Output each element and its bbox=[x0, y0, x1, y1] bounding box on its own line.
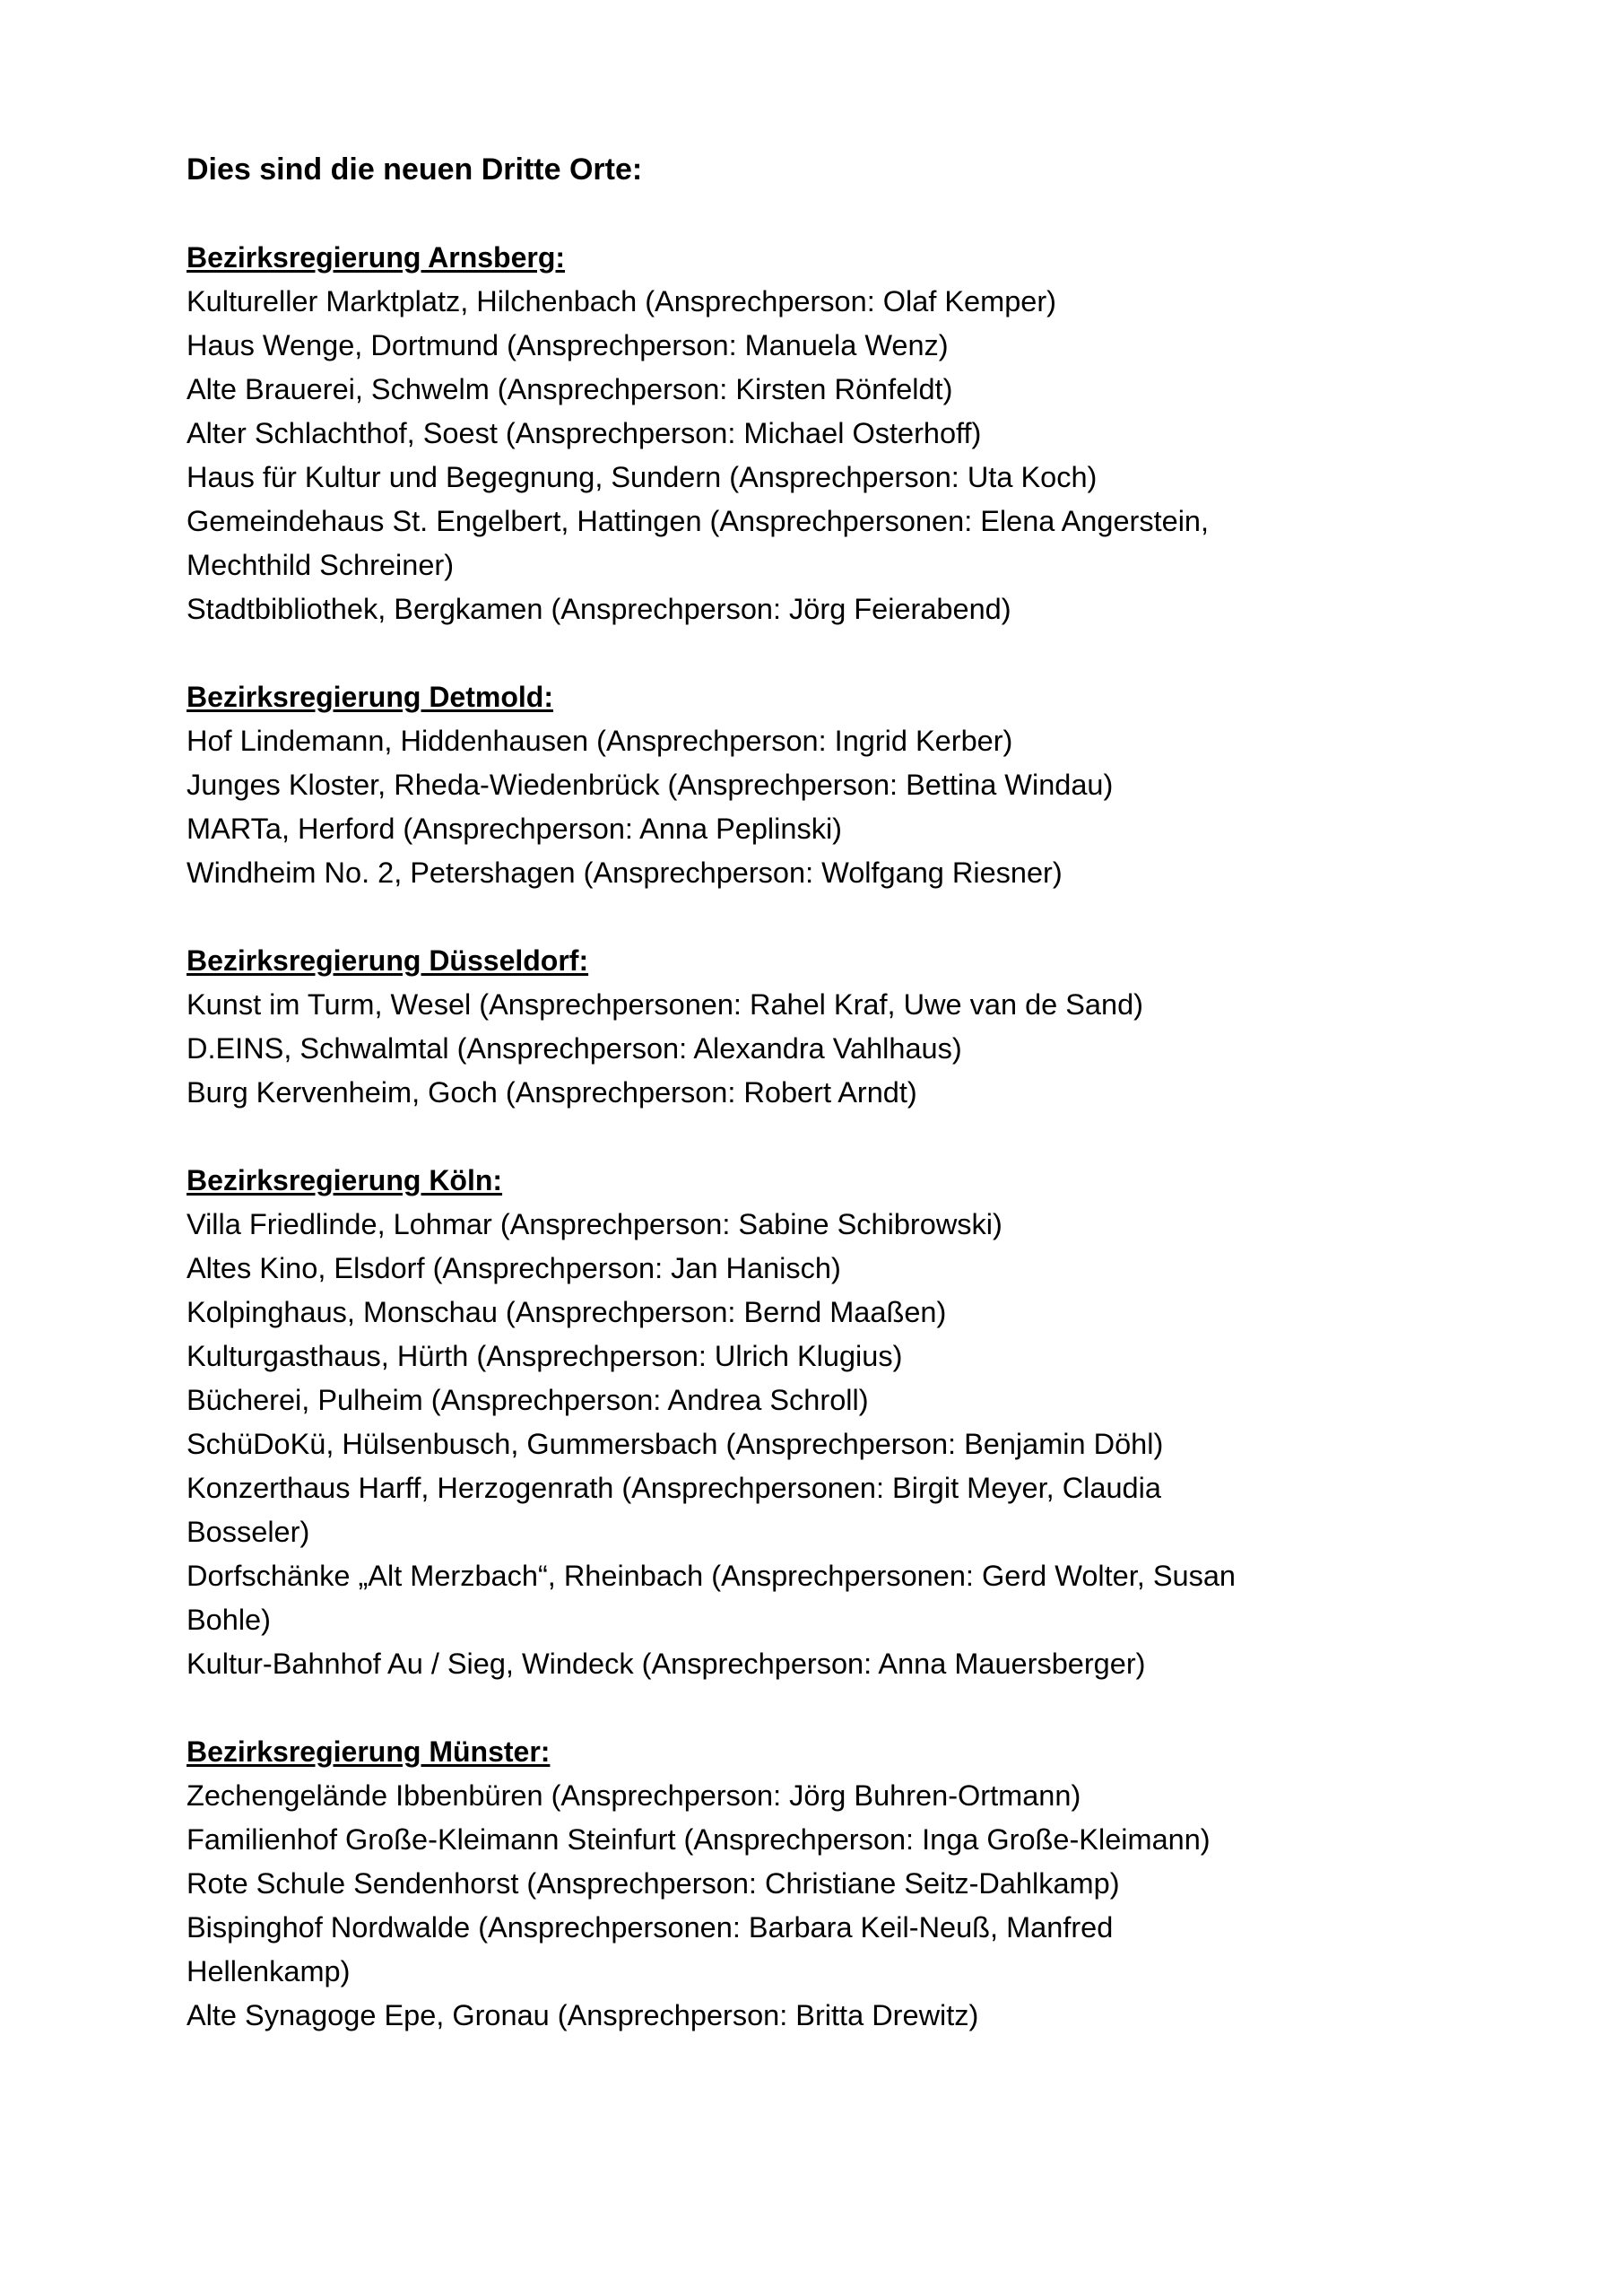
section-heading: Bezirksregierung Detmold: bbox=[187, 681, 553, 713]
list-item: Kulturgasthaus, Hürth (Ansprechperson: Ulrich Klugius) bbox=[187, 1340, 903, 1372]
list-item: Alte Synagoge Epe, Gronau (Ansprechperson: Britta Drewitz) bbox=[187, 1999, 979, 2031]
section-koeln bbox=[187, 1159, 1514, 1686]
list-item: Kultur-Bahnhof Au / Sieg, Windeck (Ansprechperson: Anna Mauersberger) bbox=[187, 1648, 1146, 1680]
list-item: Kultureller Marktplatz, Hilchenbach (Ansprechperson: Olaf Kemper) bbox=[187, 285, 1057, 317]
section-muenster bbox=[187, 1730, 1514, 2038]
list-item: SchüDoKü, Hülsenbusch, Gummersbach (Ansprechperson: Benjamin Döhl) bbox=[187, 1428, 1164, 1460]
list-item: Kunst im Turm, Wesel (Ansprechpersonen: Rahel Kraf, Uwe van de Sand) bbox=[187, 988, 1143, 1021]
document-page bbox=[187, 148, 1514, 2082]
list-item: Dorfschänke „Alt Merzbach“, Rheinbach (Ansprechpersonen: Gerd Wolter, Susan Bohle) bbox=[187, 1560, 1236, 1636]
list-item: Zechengelände Ibbenbüren (Ansprechperson: Jörg Buhren-Ortmann) bbox=[187, 1779, 1081, 1812]
section-heading: Bezirksregierung Arnsberg: bbox=[187, 241, 566, 274]
list-item: Bücherei, Pulheim (Ansprechperson: Andrea Schroll) bbox=[187, 1384, 869, 1416]
list-item: Kolpinghaus, Monschau (Ansprechperson: Bernd Maaßen) bbox=[187, 1296, 947, 1328]
section-heading: Bezirksregierung Münster: bbox=[187, 1735, 551, 1768]
list-item: Gemeindehaus St. Engelbert, Hattingen (Ansprechpersonen: Elena Angerstein, Mechthild Schreiner) bbox=[187, 505, 1210, 581]
list-item: Villa Friedlinde, Lohmar (Ansprechperson: Sabine Schibrowski) bbox=[187, 1208, 1002, 1240]
list-item: Altes Kino, Elsdorf (Ansprechperson: Jan Hanisch) bbox=[187, 1252, 841, 1284]
document-title: Dies sind die neuen Dritte Orte: bbox=[187, 152, 643, 187]
list-item: D.EINS, Schwalmtal (Ansprechperson: Alexandra Vahlhaus) bbox=[187, 1032, 962, 1065]
section-duesseldorf bbox=[187, 939, 1514, 1115]
list-item: Alter Schlachthof, Soest (Ansprechperson: Michael Osterhoff) bbox=[187, 417, 982, 449]
list-item: Haus Wenge, Dortmund (Ansprechperson: Manuela Wenz) bbox=[187, 329, 949, 361]
list-item: Konzerthaus Harff, Herzogenrath (Ansprechpersonen: Birgit Meyer, Claudia Bosseler) bbox=[187, 1472, 1161, 1548]
section-heading: Bezirksregierung Köln: bbox=[187, 1164, 503, 1196]
list-item: Bispinghof Nordwalde (Ansprechpersonen: Barbara Keil-Neuß, Manfred Hellenkamp) bbox=[187, 1911, 1114, 1987]
list-item: Haus für Kultur und Begegnung, Sundern (Ansprechperson: Uta Koch) bbox=[187, 461, 1098, 493]
section-arnsberg bbox=[187, 236, 1514, 631]
list-item: Stadtbibliothek, Bergkamen (Ansprechperson: Jörg Feierabend) bbox=[187, 593, 1011, 625]
list-item: Alte Brauerei, Schwelm (Ansprechperson: Kirsten Rönfeldt) bbox=[187, 373, 953, 405]
list-item: Hof Lindemann, Hiddenhausen (Ansprechperson: Ingrid Kerber) bbox=[187, 725, 1013, 757]
section-detmold bbox=[187, 675, 1514, 895]
list-item: Familienhof Große-Kleimann Steinfurt (Ansprechperson: Inga Große-Kleimann) bbox=[187, 1823, 1211, 1856]
list-item: Burg Kervenheim, Goch (Ansprechperson: Robert Arndt) bbox=[187, 1076, 917, 1109]
section-heading: Bezirksregierung Düsseldorf: bbox=[187, 944, 589, 977]
list-item: Junges Kloster, Rheda-Wiedenbrück (Ansprechperson: Bettina Windau) bbox=[187, 769, 1114, 801]
list-item: Rote Schule Sendenhorst (Ansprechperson: Christiane Seitz-Dahlkamp) bbox=[187, 1867, 1120, 1900]
list-item: Windheim No. 2, Petershagen (Ansprechperson: Wolfgang Riesner) bbox=[187, 857, 1063, 889]
list-item: MARTa, Herford (Ansprechperson: Anna Peplinski) bbox=[187, 813, 842, 845]
